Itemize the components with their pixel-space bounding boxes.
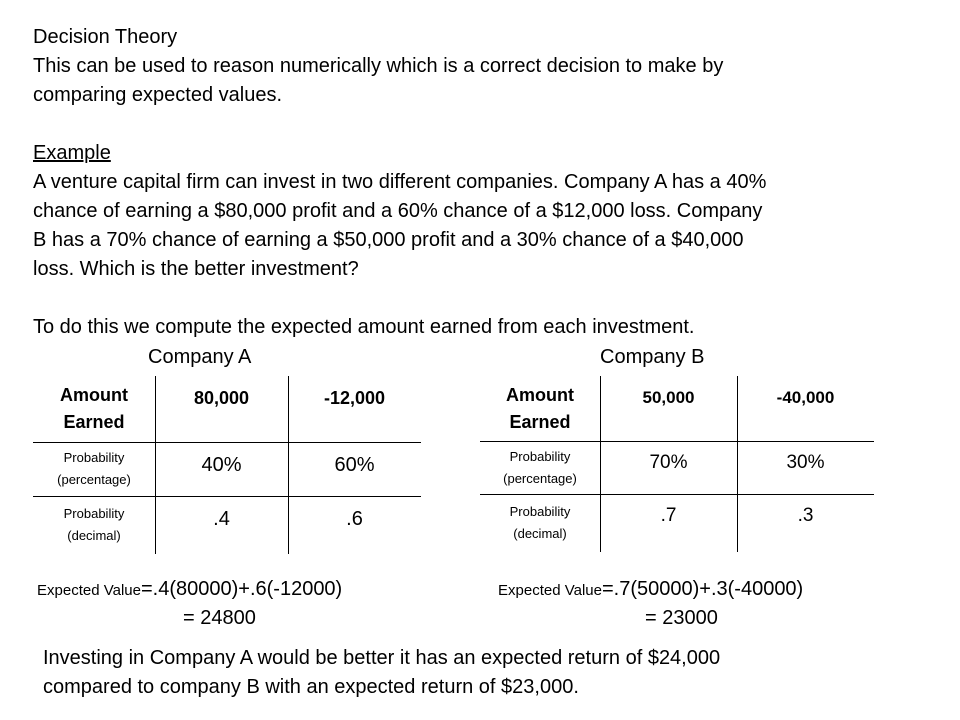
dec-col-2: .6	[346, 507, 363, 530]
expected-value-label: Expected Value	[498, 582, 602, 599]
amount-col-2: -12,000	[323, 387, 386, 408]
amount-col-1: 80,000	[193, 387, 250, 408]
company-b-title: Company B	[600, 346, 705, 368]
example-paragraph	[33, 139, 933, 284]
pct-col-2: 60%	[334, 453, 375, 476]
dec-col-2: .3	[797, 505, 814, 526]
conclusion-line-2: compared to company B with an expected return of $23,000.	[43, 676, 579, 698]
example-line-2: chance of earning a $80,000 profit and a 60% chance of a $12,000 loss. Company	[33, 200, 763, 222]
method-text: To do this we compute the expected amount earned from each investment.	[33, 316, 695, 338]
expected-value-formula: =.4(80000)+.6(-12000)	[140, 578, 343, 600]
expected-value-formula: =.7(50000)+.3(-40000)	[601, 578, 804, 600]
intro-line-2: comparing expected values.	[33, 84, 283, 106]
dec-col-1: .4	[213, 507, 230, 530]
page-title: Decision Theory	[33, 26, 178, 48]
pct-col-1: 70%	[649, 452, 688, 473]
probability-decimal-label: Probability (decimal)	[509, 504, 571, 541]
probability-decimal-label: Probability (decimal)	[63, 506, 125, 543]
probability-percentage-label: Probability (percentage)	[503, 448, 577, 486]
pct-col-1: 40%	[201, 453, 242, 476]
pct-col-2: 30%	[786, 452, 825, 473]
example-line-4: loss. Which is the better investment?	[33, 258, 359, 280]
example-line-1: A venture capital firm can invest in two different companies. Company A has a 40%	[33, 171, 767, 193]
example-line-3: B has a 70% chance of earning a $50,000 profit and a 30% chance of a $40,000	[33, 229, 744, 251]
probability-percentage-label: Probability (percentage)	[57, 450, 131, 487]
company-b-expected-result: = 23000	[645, 607, 718, 629]
company-a-title: Company A	[148, 346, 252, 368]
conclusion-line-1: Investing in Company A would be better it has an expected return of $24,000	[43, 647, 721, 669]
dec-col-1: .7	[660, 505, 677, 526]
conclusion-paragraph	[43, 644, 720, 702]
company-b-table	[480, 376, 876, 552]
example-heading: Example	[33, 142, 111, 164]
intro-line-1: This can be used to reason numerically which is a correct decision to make by	[33, 55, 724, 77]
company-a-table	[33, 376, 423, 554]
amount-earned-label: Amount Earned	[60, 385, 128, 432]
company-a-expected-value	[37, 575, 342, 605]
amount-earned-label: Amount Earned	[506, 384, 574, 432]
amount-col-1: 50,000	[642, 387, 695, 407]
intro-paragraph	[33, 23, 933, 110]
company-a-expected-result: = 24800	[183, 607, 256, 629]
company-b-expected-value	[498, 575, 803, 605]
amount-col-2: -40,000	[776, 387, 835, 407]
expected-value-label: Expected Value	[37, 582, 141, 599]
